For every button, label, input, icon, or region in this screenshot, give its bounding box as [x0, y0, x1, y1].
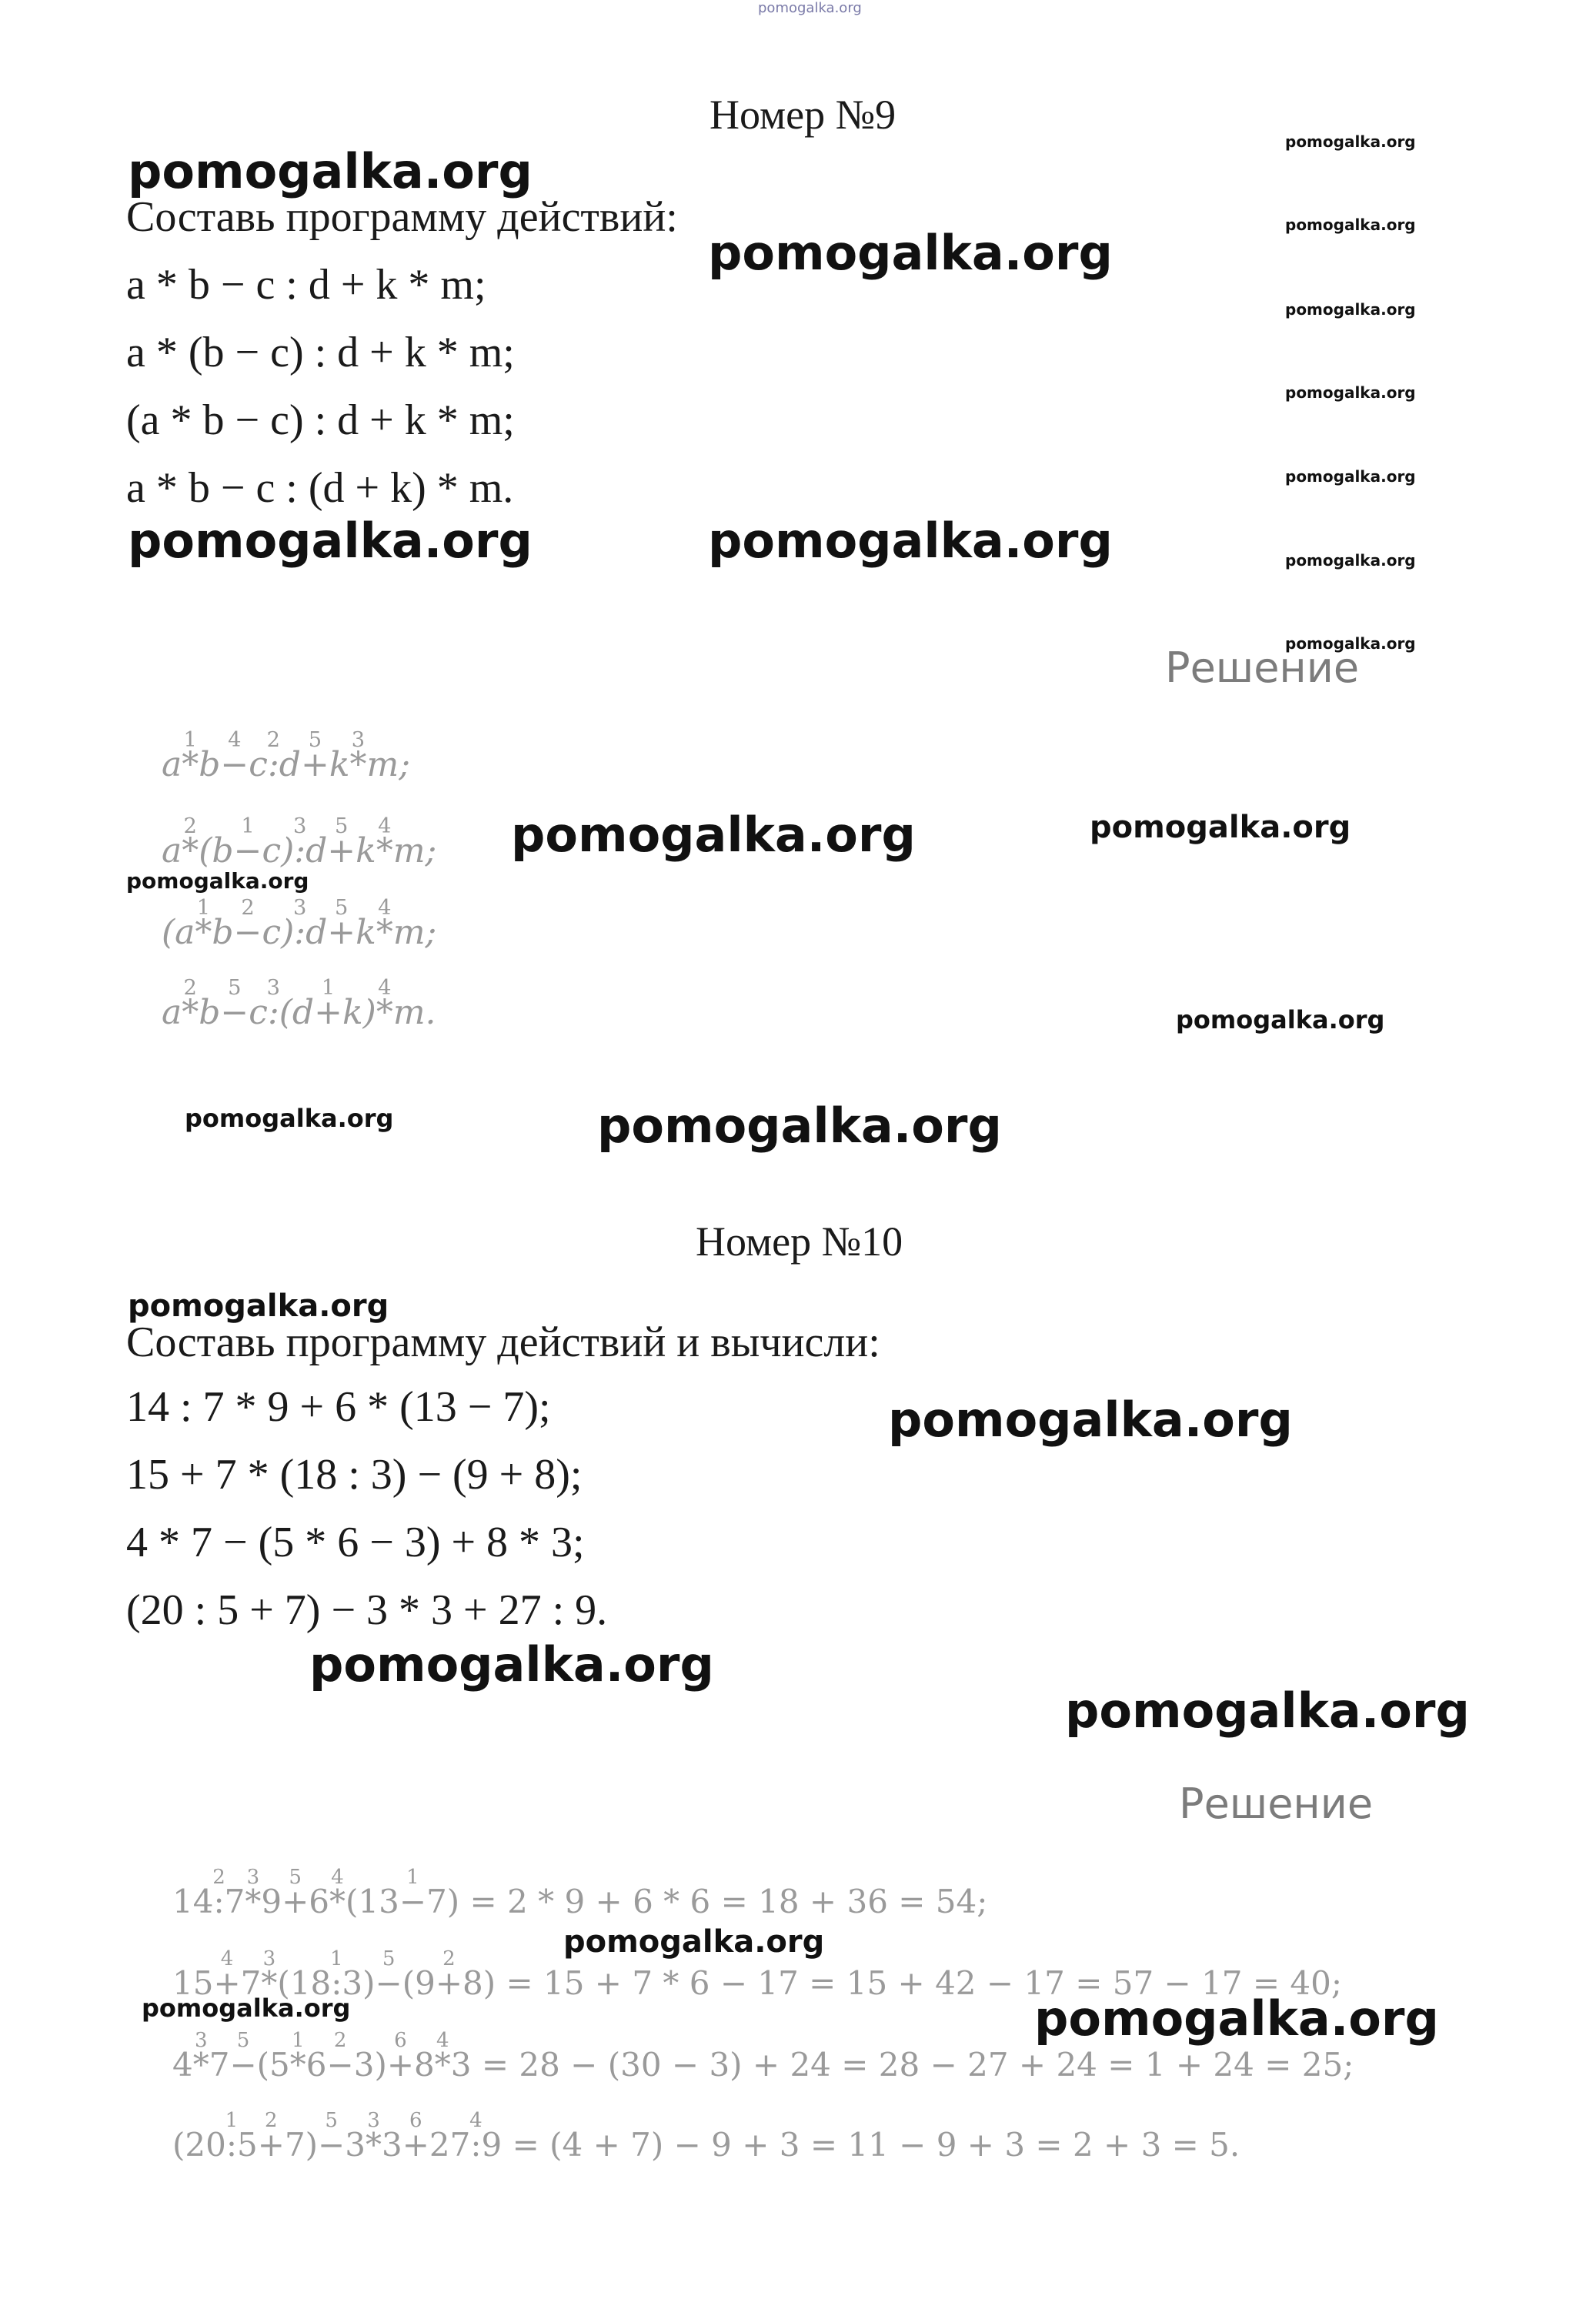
task9-line-1: a * b − c : d + k * m;: [126, 261, 486, 309]
operator-with-order: : 1: [330, 1947, 343, 2002]
expression-part: c): [262, 913, 295, 952]
task9-line-4: a * b − c : (d + k) * m.: [126, 464, 514, 512]
order-number: 6: [409, 2109, 422, 2133]
expression-part: (18: [277, 1964, 332, 2002]
watermark: pomogalka.org: [708, 513, 1113, 569]
task9-solution-line-3: [162, 895, 437, 952]
expression-part: = 15 + 7 * 6 − 17 = 15 + 42 − 17 = 57 − 17 = 40;: [496, 1964, 1342, 2002]
task9-solution-line-2: [162, 814, 437, 871]
order-number: 5: [335, 895, 349, 920]
task9-title: Номер №9: [710, 92, 896, 138]
expression-part: = (4 + 7) − 9 + 3 = 11 − 9 + 3 = 2 + 3 = 5.: [502, 2126, 1240, 2164]
order-number: 5: [382, 1947, 396, 1971]
expression-part: c: [249, 745, 268, 784]
order-number: 2: [442, 1947, 456, 1971]
expression-part: m.: [392, 993, 436, 1032]
operator-with-order: * 4: [434, 2029, 451, 2084]
operator-with-order: + 5: [282, 1866, 309, 1920]
watermark: pomogalka.org: [128, 513, 533, 569]
expression-part: = 28 − (30 − 3) + 24 = 28 − 27 + 24 = 1 + 24 = 25;: [471, 2046, 1354, 2084]
task9-line-3: (a * b − c) : d + k * m;: [126, 396, 515, 444]
expression-part: 6: [306, 2046, 327, 2084]
watermark: pomogalka.org: [128, 1288, 389, 1324]
operator-with-order: − 2: [326, 2029, 354, 2084]
watermark: pomogalka.org: [1285, 216, 1416, 234]
task10-title: Номер №10: [696, 1218, 903, 1265]
watermark: pomogalka.org: [1285, 383, 1416, 402]
order-number: 2: [183, 814, 197, 838]
expression-part: 27: [429, 2126, 471, 2164]
expression-part: d: [279, 745, 301, 784]
order-number: 3: [262, 1947, 276, 1971]
operator-with-order: − 4: [220, 727, 249, 784]
operator-with-order: + 5: [300, 727, 329, 784]
operator-with-order: * 3: [349, 727, 367, 784]
expression-part: = 2 * 9 + 6 * 6 = 18 + 36 = 54;: [459, 1883, 988, 1920]
operator-with-order: : 3: [292, 895, 307, 952]
task9-line-2: a * (b − c) : d + k * m;: [126, 329, 515, 376]
operator-with-order: − 5: [229, 2029, 257, 2084]
order-number: 5: [308, 727, 322, 752]
order-number: 4: [469, 2109, 482, 2133]
task10-prompt: Составь программу действий и вычисли:: [126, 1318, 880, 1366]
expression-part: k: [356, 831, 376, 871]
task10-line-1: 14 : 7 * 9 + 6 * (13 − 7);: [126, 1383, 551, 1431]
expression-part: 7): [284, 2126, 319, 2164]
watermark: pomogalka.org: [563, 1924, 825, 1960]
order-number: 2: [212, 1866, 225, 1890]
watermark-top: pomogalka.org: [758, 0, 862, 16]
expression-part: 9: [261, 1883, 282, 1920]
watermark: pomogalka.org: [1176, 1005, 1385, 1034]
task9-solution-label: Решение: [1165, 643, 1360, 692]
order-number: 3: [292, 895, 307, 920]
expression-part: (5: [256, 2046, 290, 2084]
operator-with-order: : 2: [212, 1866, 225, 1920]
expression-part: 3: [381, 2126, 402, 2164]
task10-solution-label: Решение: [1179, 1780, 1374, 1828]
expression-part: 6: [309, 1883, 330, 1920]
expression-part: a: [162, 993, 182, 1032]
expression-part: k: [356, 913, 376, 952]
task10-solution-line-1: [172, 1866, 988, 1920]
watermark: pomogalka.org: [185, 1104, 394, 1133]
order-number: 5: [289, 1866, 302, 1890]
order-number: 1: [196, 895, 211, 920]
expression-part: 15: [172, 1964, 214, 2002]
watermark: pomogalka.org: [511, 807, 916, 863]
watermark: pomogalka.org: [1065, 1683, 1470, 1739]
order-number: 5: [228, 975, 242, 1000]
operator-with-order: * 1: [182, 727, 199, 784]
order-number: 5: [236, 2029, 250, 2053]
watermark: pomogalka.org: [888, 1392, 1293, 1448]
order-number: 1: [406, 1866, 419, 1890]
expression-part: 8: [414, 2046, 435, 2084]
task10-line-2: 15 + 7 * (18 : 3) − (9 + 8);: [126, 1451, 583, 1499]
order-number: 5: [325, 2109, 338, 2133]
operator-with-order: * 4: [329, 1866, 346, 1920]
task10-line-4: (20 : 5 + 7) − 3 * 3 + 27 : 9.: [126, 1586, 608, 1634]
watermark: pomogalka.org: [597, 1098, 1002, 1154]
operator-with-order: * 4: [376, 814, 393, 871]
order-number: 2: [265, 2109, 278, 2133]
operator-with-order: + 4: [213, 1947, 241, 2002]
expression-part: 7): [426, 1883, 460, 1920]
expression-part: (a: [162, 913, 195, 952]
expression-part: (20: [172, 2126, 226, 2164]
order-number: 1: [321, 975, 336, 1000]
expression-part: 7: [209, 2046, 230, 2084]
order-number: 4: [436, 2029, 449, 2053]
expression-part: (d: [279, 993, 315, 1032]
watermark: pomogalka.org: [128, 143, 533, 199]
order-number: 1: [292, 2029, 305, 2053]
order-number: 3: [292, 814, 307, 838]
operator-with-order: + 5: [327, 814, 356, 871]
expression-part: 3: [345, 2126, 366, 2164]
operator-with-order: − 5: [220, 975, 249, 1032]
order-number: 2: [241, 895, 255, 920]
watermark: pomogalka.org: [142, 1994, 351, 2023]
expression-part: d: [306, 831, 328, 871]
order-number: 1: [330, 1947, 343, 1971]
watermark: pomogalka.org: [1285, 634, 1416, 653]
order-number: 2: [183, 975, 197, 1000]
watermark: pomogalka.org: [1285, 551, 1416, 570]
operator-with-order: : 4: [469, 2109, 482, 2164]
expression-part: 3): [342, 1964, 376, 2002]
order-number: 4: [378, 895, 392, 920]
operator-with-order: * 3: [192, 2029, 209, 2084]
order-number: 4: [228, 727, 242, 752]
expression-part: a: [162, 831, 182, 871]
order-number: 1: [183, 727, 197, 752]
expression-part: (13: [346, 1883, 399, 1920]
operator-with-order: * 2: [182, 975, 199, 1032]
order-number: 2: [266, 727, 281, 752]
task9-solution-line-1: [162, 727, 411, 784]
operator-with-order: * 1: [195, 895, 212, 952]
expression-part: (b: [199, 831, 234, 871]
expression-part: (9: [402, 1964, 436, 2002]
order-number: 3: [194, 2029, 208, 2053]
expression-part: 8): [462, 1964, 496, 2002]
operator-with-order: + 1: [314, 975, 342, 1032]
expression-part: 4: [172, 2046, 193, 2084]
operator-with-order: * 1: [289, 2029, 306, 2084]
task10-line-3: 4 * 7 − (5 * 6 − 3) + 8 * 3;: [126, 1519, 585, 1566]
operator-with-order: : 3: [292, 814, 307, 871]
watermark: pomogalka.org: [126, 868, 309, 894]
operator-with-order: : 3: [266, 975, 281, 1032]
order-number: 3: [367, 2109, 380, 2133]
watermark: pomogalka.org: [1285, 300, 1416, 319]
watermark: pomogalka.org: [309, 1636, 714, 1693]
task9-solution-line-4: [162, 975, 436, 1032]
order-number: 3: [266, 975, 281, 1000]
expression-part: a: [162, 745, 182, 784]
order-number: 4: [378, 814, 392, 838]
expression-part: b: [199, 993, 221, 1032]
operator-with-order: : 2: [266, 727, 281, 784]
expression-part: m;: [392, 831, 437, 871]
order-number: 4: [331, 1866, 344, 1890]
operator-with-order: − 1: [233, 814, 262, 871]
expression-part: 5: [237, 2126, 258, 2164]
order-number: 1: [225, 2109, 239, 2133]
operator-with-order: − 5: [318, 2109, 346, 2164]
expression-part: b: [212, 913, 234, 952]
operator-with-order: + 2: [257, 2109, 285, 2164]
expression-part: c: [249, 993, 268, 1032]
watermark: pomogalka.org: [1285, 132, 1416, 151]
expression-part: d: [306, 913, 328, 952]
operator-with-order: * 4: [376, 895, 393, 952]
order-number: 4: [378, 975, 392, 1000]
order-number: 2: [333, 2029, 347, 2053]
operator-with-order: + 6: [402, 2109, 429, 2164]
expression-part: 9: [481, 2126, 503, 2164]
watermark: pomogalka.org: [708, 225, 1113, 281]
expression-part: m;: [366, 745, 411, 784]
operator-with-order: + 2: [435, 1947, 463, 2002]
watermark: pomogalka.org: [1090, 810, 1351, 845]
operator-with-order: − 1: [399, 1866, 427, 1920]
task10-solution-line-4: [172, 2109, 1240, 2164]
order-number: 4: [220, 1947, 234, 1971]
operator-with-order: * 3: [245, 1866, 262, 1920]
expression-part: 14: [172, 1883, 214, 1920]
expression-part: 7: [224, 1883, 245, 1920]
operator-with-order: + 5: [327, 895, 356, 952]
expression-part: c): [262, 831, 295, 871]
order-number: 3: [246, 1866, 260, 1890]
expression-part: 7: [240, 1964, 262, 2002]
operator-with-order: * 2: [182, 814, 199, 871]
order-number: 6: [394, 2029, 407, 2053]
task9-prompt: Составь программу действий:: [126, 193, 678, 241]
watermark: pomogalka.org: [1034, 1990, 1439, 2047]
operator-with-order: + 6: [386, 2029, 415, 2084]
order-number: 1: [241, 814, 255, 838]
expression-part: 3: [450, 2046, 472, 2084]
expression-part: b: [199, 745, 221, 784]
order-number: 3: [351, 727, 366, 752]
operator-with-order: * 3: [261, 1947, 278, 2002]
expression-part: k): [342, 993, 376, 1032]
expression-part: k: [329, 745, 350, 784]
operator-with-order: * 3: [365, 2109, 382, 2164]
operator-with-order: * 4: [376, 975, 393, 1032]
operator-with-order: − 5: [375, 1947, 402, 2002]
expression-part: 3): [353, 2046, 387, 2084]
watermark: pomogalka.org: [1285, 467, 1416, 486]
order-number: 5: [335, 814, 349, 838]
operator-with-order: : 1: [225, 2109, 239, 2164]
operator-with-order: − 2: [233, 895, 262, 952]
task10-solution-line-3: [172, 2029, 1354, 2084]
expression-part: m;: [392, 913, 437, 952]
